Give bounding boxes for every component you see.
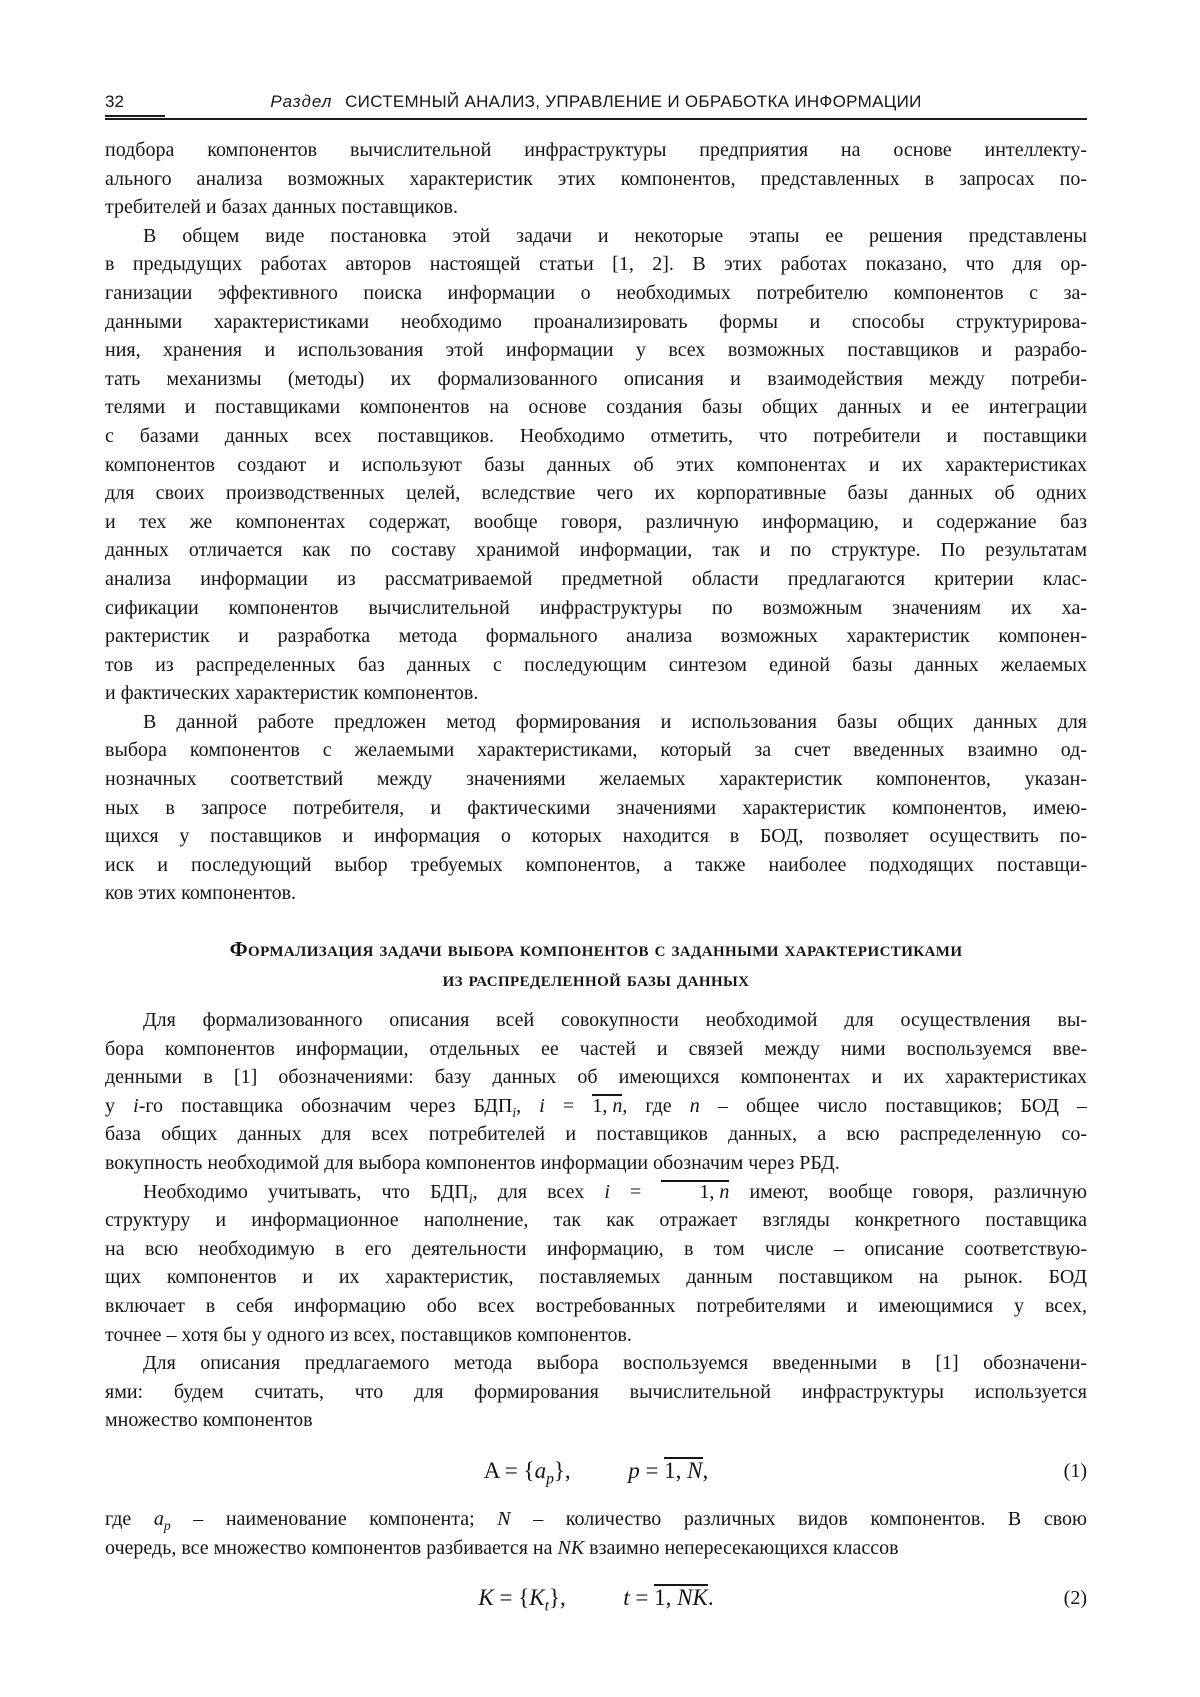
paragraph bbox=[105, 222, 1087, 708]
paragraph bbox=[105, 1006, 1087, 1178]
equation-number: (1) bbox=[1063, 1459, 1087, 1482]
text-line: Для формализованного описания всей совокупности необходимой для осуществления вы- bbox=[143, 1009, 1087, 1032]
text-line: данными характеристиками необходимо проанализировать формы и способы структурирова- bbox=[105, 310, 1087, 333]
text-line: щих компонентов и их характеристик, поставляемых данным поставщиком на рынок. БОД bbox=[105, 1266, 1087, 1289]
equation bbox=[105, 1581, 1087, 1615]
text-line: подбора компонентов вычислительной инфраструктуры предприятия на основе интеллекту- bbox=[105, 139, 1087, 161]
text-line: анализа информации из рассматриваемой предметной области предлагаются критерии клас- bbox=[105, 567, 1087, 590]
text-line: выбора компонентов с желаемыми характеристиками, который за счет введенных взаимно од- bbox=[105, 739, 1087, 762]
paragraph bbox=[105, 1178, 1087, 1350]
text-line: рактеристик и разработка метода формального анализа возможных характеристик компонен- bbox=[105, 625, 1087, 648]
paragraph bbox=[105, 708, 1087, 908]
text-line: и тех же компонентах содержат, вообще говоря, различную информацию, и содержание баз bbox=[105, 510, 1087, 533]
text-line: тать механизмы (методы) их формализованного описания и взаимодействия между потреби- bbox=[105, 367, 1087, 390]
running-header-title bbox=[165, 92, 1087, 112]
section-heading bbox=[105, 934, 1087, 994]
text-line: иск и последующий выбор требуемых компонентов, а также наиболее подходящих поставщи- bbox=[105, 853, 1087, 876]
text-line: где $a_p$ – наименование компонента; N – количество различных видов компонентов. В свою bbox=[105, 1507, 1087, 1533]
text-line: ганизации эффективного поиска информации о необходимых потребителю компонентов с за- bbox=[105, 281, 1087, 304]
text-line: ния, хранения и использования этой информации у всех возможных поставщиков и разрабо- bbox=[105, 339, 1087, 362]
text-line: В общем виде постановка этой задачи и некоторые этапы ее решения представлены bbox=[143, 224, 1087, 247]
text-line: ных в запросе потребителя, и фактическими значениями характеристик компонентов, имею- bbox=[105, 796, 1087, 819]
page-number: 32 bbox=[105, 92, 165, 117]
section-title: СИСТЕМНЫЙ АНАЛИЗ, УПРАВЛЕНИЕ И ОБРАБОТКА ИНФОРМАЦИИ bbox=[345, 92, 922, 111]
text-line: требителей и базах данных поставщиков. bbox=[105, 196, 458, 219]
paragraph bbox=[105, 1505, 1087, 1562]
equation bbox=[105, 1454, 1087, 1488]
text-line: база общих данных для всех потребителей и поставщиков данных, а всю распределенную со- bbox=[105, 1123, 1087, 1146]
text-line: ков этих компонентов. bbox=[105, 882, 297, 905]
text-line: денными в [1] обозначениями: базу данных об имеющихся компонентах и их характеристиках bbox=[105, 1066, 1087, 1089]
text-line: компонентов создают и используют базы данных об этих компонентах и их характеристиках bbox=[105, 453, 1087, 476]
text-line: включает в себя информацию обо всех востребованных потребителями и имеющимися у всех, bbox=[105, 1294, 1087, 1317]
equation-expression: $K = \{K_t\}$, t = 1, NK. bbox=[478, 1585, 714, 1615]
text-line: ального анализа возможных характеристик этих компонентов, представленных в запросах по- bbox=[105, 167, 1087, 190]
text-line: с базами данных всех поставщиков. Необходимо отметить, что потребители и поставщики bbox=[105, 424, 1087, 447]
text-line: очередь, все множество компонентов разбивается на NK взаимно непересекающихся классов bbox=[105, 1536, 899, 1559]
text-line: данных отличается как по составу хранимой информации, так и по структуре. По результатам bbox=[105, 539, 1087, 562]
section-heading-line: из распределенной базы данных bbox=[442, 967, 750, 992]
section-label: Раздел bbox=[270, 92, 333, 111]
paragraph bbox=[105, 1349, 1087, 1435]
text-line: Для описания предлагаемого метода выбора воспользуемся введенными в [1] обозначени- bbox=[143, 1352, 1087, 1375]
text-line: точнее – хотя бы у одного из всех, поставщиков компонентов. bbox=[105, 1323, 632, 1346]
text-line: В данной работе предложен метод формирования и использования базы общих данных для bbox=[143, 710, 1087, 733]
section-heading-line: Формализация задачи выбора компонентов с заданными характеристиками bbox=[229, 937, 963, 962]
text-line: множество компонентов bbox=[105, 1409, 313, 1432]
text-line: сификации компонентов вычислительной инфраструктуры по возможным значениям их ха- bbox=[105, 596, 1087, 619]
paragraph bbox=[105, 136, 1087, 222]
text-line: вокупность необходимой для выбора компонентов информации обозначим через РБД. bbox=[105, 1152, 840, 1174]
text-line: и фактических характеристик компонентов. bbox=[105, 682, 479, 705]
text-line: бора компонентов информации, отдельных ее частей и связей между ними воспользуемся вве- bbox=[105, 1037, 1087, 1060]
article-body bbox=[105, 136, 1087, 1615]
text-line: у i-го поставщика обозначим через $БДП_i$, i = 1, n, где n – общее число поставщиков; БОД – bbox=[105, 1094, 1088, 1120]
text-line: тов из распределенных баз данных с последующим синтезом единой базы данных желаемых bbox=[105, 653, 1087, 676]
text-line: для своих производственных целей, вследствие чего их корпоративные базы данных об одних bbox=[105, 482, 1087, 505]
text-line: телями и поставщиками компонентов на основе создания базы общих данных и ее интеграции bbox=[105, 396, 1087, 419]
equation-number: (2) bbox=[1063, 1587, 1087, 1610]
text-line: ями: будем считать, что для формирования вычислительной инфраструктуры используется bbox=[105, 1380, 1087, 1403]
text-line: на всю необходимую в его деятельности информацию, в том числе – описание соответствую- bbox=[105, 1237, 1087, 1260]
text-line: щихся у поставщиков и информация о которых находится в БОД, позволяет осуществить по- bbox=[105, 825, 1087, 848]
running-header bbox=[105, 92, 1087, 120]
text-line: структуру и информационное наполнение, так как отражает взгляды конкретного поставщика bbox=[105, 1209, 1087, 1232]
equation-expression: $A = \{a_p\}$, p = 1, N, bbox=[483, 1457, 709, 1488]
text-line: Необходимо учитывать, что $БДП_i$, для всех i = 1, n имеют, вообще говоря, различную bbox=[143, 1180, 1087, 1206]
text-line: в предыдущих работах авторов настоящей статьи [1, 2]. В этих работах показано, что для ор- bbox=[105, 253, 1087, 276]
text-line: нозначных соответствий между значениями желаемых характеристик компонентов, указан- bbox=[105, 768, 1087, 791]
